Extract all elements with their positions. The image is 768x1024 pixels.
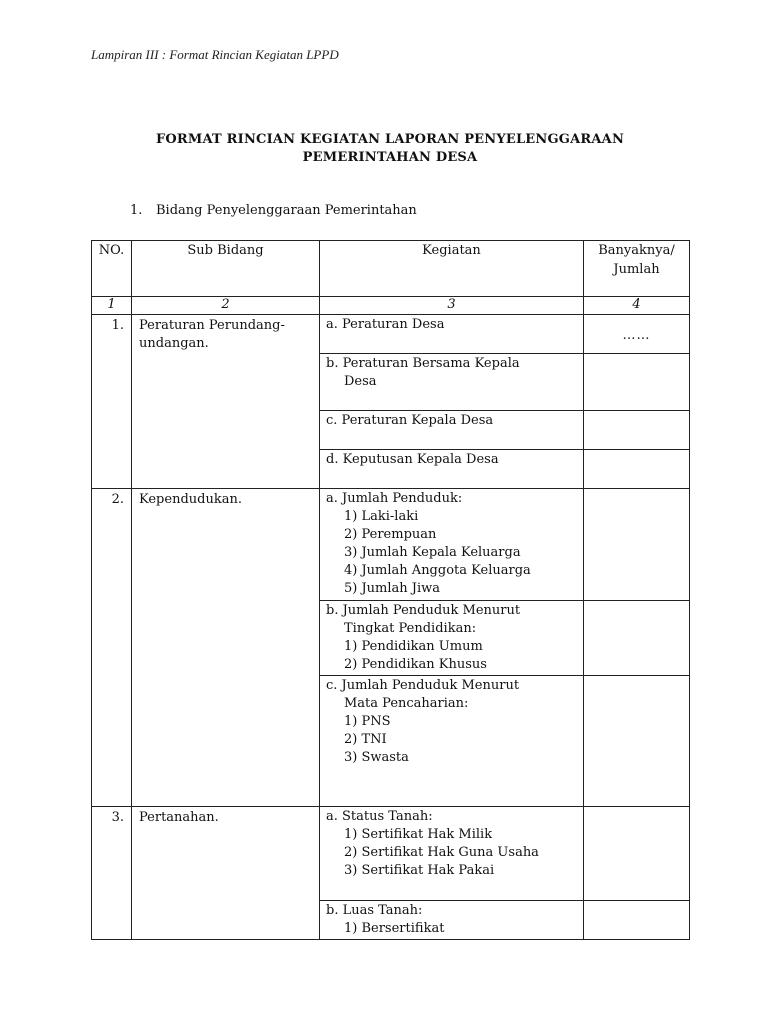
kegiatan-line: 3) Sertifikat Hak Pakai bbox=[344, 863, 495, 878]
kegiatan-line: d. Keputusan Kepala Desa bbox=[326, 452, 499, 467]
kegiatan-line: b. Luas Tanah: bbox=[326, 903, 423, 918]
jumlah-cell[interactable] bbox=[584, 489, 690, 601]
column-index: 3 bbox=[320, 297, 584, 315]
header-jumlah-line-1: Banyaknya/ bbox=[598, 243, 675, 258]
kegiatan-line: Mata Pencaharian: bbox=[344, 696, 469, 711]
kegiatan-line: Tingkat Pendidikan: bbox=[344, 621, 477, 636]
table-row bbox=[92, 489, 690, 601]
kegiatan-cell bbox=[320, 354, 584, 411]
kegiatan-cell bbox=[320, 807, 584, 901]
kegiatan-line: 1) Laki-laki bbox=[344, 509, 419, 524]
kegiatan-line: c. Jumlah Penduduk Menurut bbox=[326, 678, 520, 693]
row-number: 2. bbox=[92, 489, 132, 807]
jumlah-cell[interactable] bbox=[584, 901, 690, 940]
table-body bbox=[92, 315, 690, 940]
kegiatan-line: 1) Bersertifikat bbox=[344, 921, 445, 936]
jumlah-cell[interactable]: …… bbox=[584, 315, 690, 354]
kegiatan-line: 2) Pendidikan Khusus bbox=[344, 657, 487, 672]
kegiatan-line: 5) Jumlah Jiwa bbox=[344, 581, 441, 596]
attachment-note: Lampiran III : Format Rincian Kegiatan LPPD bbox=[91, 47, 339, 62]
kegiatan-cell bbox=[320, 411, 584, 450]
kegiatan-line: 3) Jumlah Kepala Keluarga bbox=[344, 545, 521, 560]
section-number: 1. bbox=[130, 203, 143, 218]
kegiatan-line: 3) Swasta bbox=[344, 750, 409, 765]
column-index: 1 bbox=[92, 297, 132, 315]
kegiatan-cell bbox=[320, 601, 584, 676]
sub-bidang-cell: Kependudukan. bbox=[132, 489, 320, 807]
kegiatan-line: 1) Pendidikan Umum bbox=[344, 639, 483, 654]
row-number: 3. bbox=[92, 807, 132, 940]
kegiatan-line: a. Jumlah Penduduk: bbox=[326, 491, 463, 506]
kegiatan-cell bbox=[320, 676, 584, 807]
column-index: 4 bbox=[584, 297, 690, 315]
column-index: 2 bbox=[132, 297, 320, 315]
header-kegiatan: Kegiatan bbox=[320, 241, 584, 297]
header-no: NO. bbox=[92, 241, 132, 297]
row-number: 1. bbox=[92, 315, 132, 489]
table-row bbox=[92, 807, 690, 901]
kegiatan-cell bbox=[320, 315, 584, 354]
kegiatan-line: c. Peraturan Kepala Desa bbox=[326, 413, 494, 428]
kegiatan-cell bbox=[320, 450, 584, 489]
kegiatan-line: 4) Jumlah Anggota Keluarga bbox=[344, 563, 531, 578]
kegiatan-line: a. Status Tanah: bbox=[326, 809, 433, 824]
kegiatan-line: 1) Sertifikat Hak Milik bbox=[344, 827, 493, 842]
jumlah-cell[interactable] bbox=[584, 601, 690, 676]
sub-bidang-cell: Peraturan Perundang-undangan. bbox=[132, 315, 320, 489]
kegiatan-cell bbox=[320, 489, 584, 601]
kegiatan-line: b. Peraturan Bersama Kepala bbox=[326, 356, 520, 371]
kegiatan-line: 1) PNS bbox=[344, 714, 391, 729]
kegiatan-cell bbox=[320, 901, 584, 940]
jumlah-cell[interactable] bbox=[584, 354, 690, 411]
activity-detail-table bbox=[91, 240, 690, 940]
jumlah-cell[interactable] bbox=[584, 807, 690, 901]
kegiatan-line: 2) Perempuan bbox=[344, 527, 437, 542]
header-jumlah-line-2: Jumlah bbox=[613, 262, 660, 277]
section-heading bbox=[130, 203, 417, 218]
header-jumlah bbox=[584, 241, 690, 297]
kegiatan-line: b. Jumlah Penduduk Menurut bbox=[326, 603, 521, 618]
header-sub-bidang: Sub Bidang bbox=[132, 241, 320, 297]
jumlah-cell[interactable] bbox=[584, 676, 690, 807]
table-row bbox=[92, 315, 690, 354]
kegiatan-line: a. Peraturan Desa bbox=[326, 317, 445, 332]
section-label: Bidang Penyelenggaraan Pemerintahan bbox=[156, 203, 417, 218]
kegiatan-line: 2) Sertifikat Hak Guna Usaha bbox=[344, 845, 539, 860]
title-line-1: FORMAT RINCIAN KEGIATAN LAPORAN PENYELENGGARAAN bbox=[155, 132, 625, 147]
title-line-2: PEMERINTAHAN DESA bbox=[302, 150, 478, 165]
document-title bbox=[91, 131, 689, 167]
column-index-row bbox=[92, 297, 690, 315]
table-header-row bbox=[92, 241, 690, 297]
kegiatan-line: Desa bbox=[344, 374, 377, 389]
kegiatan-line: 2) TNI bbox=[344, 732, 387, 747]
sub-bidang-cell: Pertanahan. bbox=[132, 807, 320, 940]
jumlah-cell[interactable] bbox=[584, 450, 690, 489]
jumlah-cell[interactable] bbox=[584, 411, 690, 450]
